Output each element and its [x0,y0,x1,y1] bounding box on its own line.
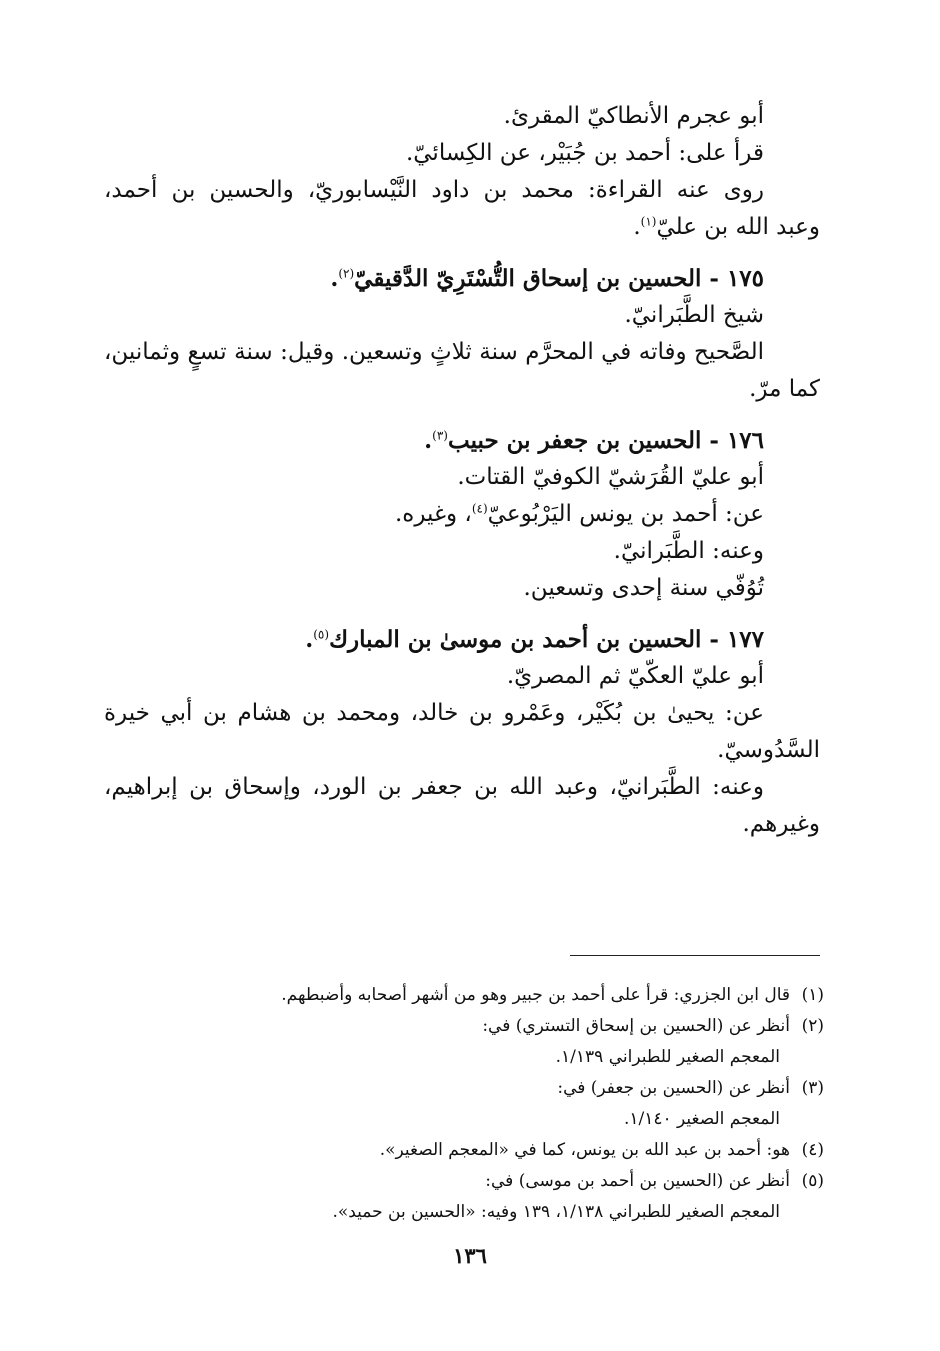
text-line: روى عنه القراءة: محمد بن داود النَّيْسابوريّ، والحسين بن أحمد، [104,177,764,203]
footnote-3: (٣)أنظر عن (الحسين بن جعفر) في: [557,1078,824,1098]
entry-heading-176: ١٧٦ - الحسين بن جعفر بن حبيب$^{(٣)}$. [424,427,764,454]
entry-heading-175: ١٧٥ - الحسين بن إسحاق التُّسْتَرِيّ الدَّقيقيّ$^{(٢)}$. [330,265,764,292]
footnote-marker: (٢) [338,266,355,281]
text-line: أبو عجرم الأنطاكيّ المقرئ. [503,103,764,129]
footnote-4: (٤)هو: أحمد بن عبد الله بن يونس، كما في «المعجم الصغير». [379,1140,824,1160]
text-line: تُوُفّي سنة إحدى وتسعين. [523,575,764,601]
text-line: أبو عليّ العكّيّ ثم المصريّ. [506,663,764,689]
footnote-marker: (٥) [313,627,330,642]
footnotes [230,980,824,1228]
footnote-1: (١)قال ابن الجزري: قرأ على أحمد بن جبير وهو من أشهر أصحابه وأضبطهم. [281,985,824,1005]
text-line: الصَّحيح وفاته في المحرَّم سنة ثلاثٍ وتسعين. وقيل: سنة تسعٍ وثمانين، [104,339,764,365]
text-line: وعبد الله بن عليّ$^{(١)}$. [633,214,820,240]
text-line: عن: يحيىٰ بن بُكَيْر، وعَمْرو بن خالد، ومحمد بن هشام بن أبي خيرة [104,700,764,726]
footnote-marker: (٤) [471,501,488,516]
text-line: عن: أحمد بن يونس اليَرْبُوعيّ$^{(٤)}$، وغيره. [394,501,764,527]
footnote-2: (٢)أنظر عن (الحسين بن إسحاق التستري) في: [482,1016,824,1036]
text-line: السَّدُوسيّ. [717,737,820,763]
footnote-3-source: المعجم الصغير ١/١٤٠. [623,1109,780,1129]
footnote-5-source: المعجم الصغير للطبراني ١/١٣٨، ١٣٩ وفيه: «الحسين بن حميد». [332,1202,780,1222]
footnote-marker: (٣) [432,428,448,443]
footnote-marker: (١) [640,214,657,229]
text-line: شيخ الطَّبَرانيّ. [624,302,764,328]
text-line: وعنه: الطَّبَرانيّ، وعبد الله بن جعفر بن الورد، وإسحاق بن إبراهيم، [104,774,764,800]
text-line: قرأ على: أحمد بن جُبَيْر، عن الكِسائيّ. [405,140,764,166]
text-line: أبو عليّ القُرَشيّ الكوفيّ القتات. [457,464,764,490]
entry-heading-177: ١٧٧ - الحسين بن أحمد بن موسىٰ بن المبارك$^{(٥)}$. [305,626,764,653]
footnote-5: (٥)أنظر عن (الحسين بن أحمد بن موسى) في: [485,1171,824,1191]
text-line: وعنه: الطَّبَرانيّ. [613,538,764,564]
text-line: وغيرهم. [742,811,820,837]
footnote-2-source: المعجم الصغير للطبراني ١/١٣٩. [555,1047,780,1067]
text-line: كما مرّ. [749,376,820,402]
main-text [104,98,820,843]
page-number: ١٣٦ [453,1243,487,1268]
footnote-divider [570,955,820,956]
